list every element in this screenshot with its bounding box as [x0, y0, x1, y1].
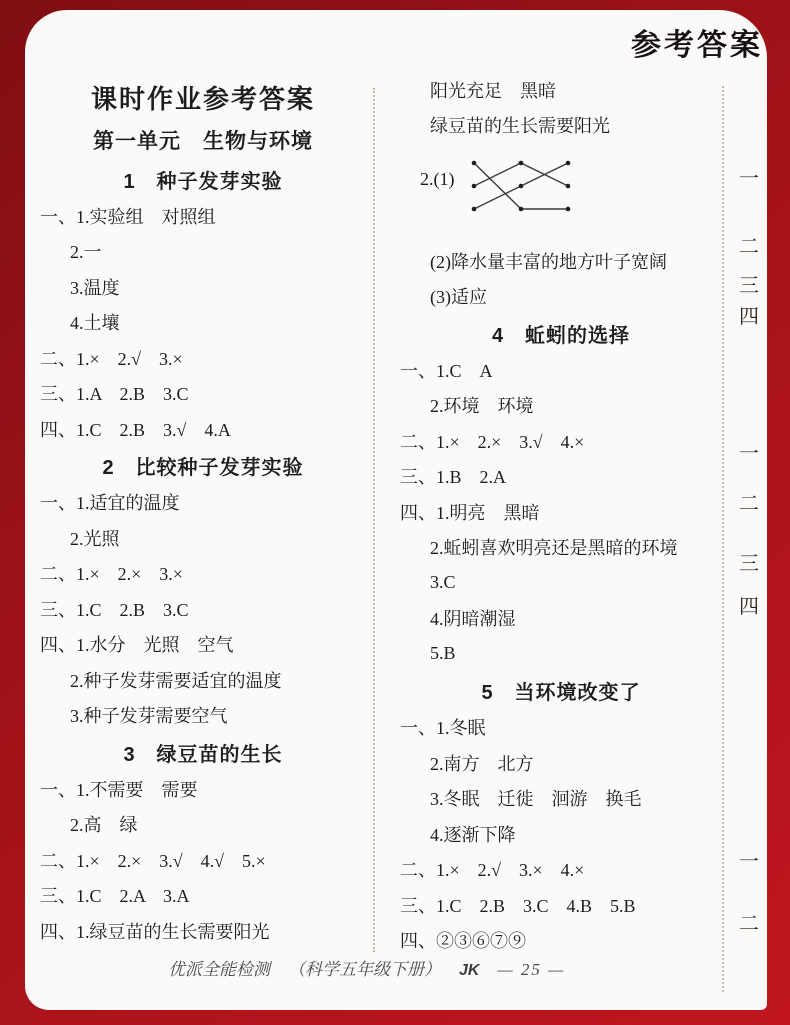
answer-line: 2.高 绿 — [70, 815, 138, 836]
adjacent-column-fragment: 四 — [739, 596, 759, 618]
section-heading: 2 比较种子发芽实验 — [102, 457, 304, 479]
adjacent-column-fragment: 三 — [739, 553, 759, 575]
answer-line: 2.一 — [70, 242, 102, 263]
answer-line: 3.温度 — [70, 277, 120, 298]
answer-line: 一、1.C A — [400, 360, 493, 381]
answer-line: 2.南方 北方 — [430, 753, 534, 774]
adjacent-column-fragment: 二 — [739, 493, 759, 515]
adjacent-column-fragment: 一 — [739, 168, 759, 190]
adjacent-column-fragment: 三 — [739, 275, 759, 297]
column-divider-right — [722, 86, 724, 992]
answer-line: 三、1.C 2.B 3.C — [40, 599, 189, 620]
answer-line: 四、1.水分 光照 空气 — [40, 635, 234, 656]
section-heading: 3 绿豆苗的生长 — [123, 743, 283, 766]
section-heading: 第一单元 生物与环境 — [93, 130, 313, 153]
footer-subject: （科学五年级下册） — [288, 960, 441, 979]
answer-page — [25, 10, 767, 1010]
answer-line: 二、1.× 2.× 3.√ 4.× — [400, 431, 585, 452]
answer-line: 绿豆苗的生长需要阳光 — [430, 116, 610, 137]
adjacent-column-fragment: 四 — [739, 306, 759, 328]
answer-line: 三、1.C 2.B 3.C 4.B 5.B — [400, 895, 636, 916]
answer-line: 二、1.× 2.× 3.× — [40, 564, 183, 585]
page-corner-title: 参考答案 — [631, 29, 763, 62]
answer-line: 2.种子发芽需要适宜的温度 — [70, 670, 282, 691]
answer-line: 2.环境 环境 — [430, 396, 534, 417]
adjacent-column-fragment: 一 — [739, 443, 759, 465]
diagram-label: 2.(1) — [420, 169, 455, 189]
answer-line: 3.种子发芽需要空气 — [70, 706, 228, 727]
answer-line: 一、1.实验组 对照组 — [40, 206, 216, 227]
answer-line: 4.土壤 — [70, 313, 120, 334]
matching-lines-diagram — [464, 155, 580, 219]
answer-line: 二、1.× 2.√ 3.× 4.× — [400, 860, 585, 881]
answer-line: 三、1.A 2.B 3.C — [40, 384, 189, 405]
answer-line: 一、1.适宜的温度 — [40, 493, 180, 514]
answer-line: 3.冬眠 迁徙 洄游 换毛 — [430, 789, 642, 810]
adjacent-column-fragment: 二 — [739, 236, 759, 258]
answer-line: 2.蚯蚓喜欢明亮还是黑暗的环境 — [430, 538, 678, 559]
matching-diagram-row — [400, 143, 722, 243]
answer-line: 四、②③⑥⑦⑨ — [400, 931, 526, 952]
answer-line: 四、1.C 2.B 3.√ 4.A — [40, 419, 231, 440]
answer-line: (3)适应 — [430, 287, 487, 308]
adjacent-column-fragment: 二 — [739, 913, 759, 935]
answer-line: 二、1.× 2.× 3.√ 4.√ 5.× — [40, 850, 266, 871]
section-heading: 5 当环境改变了 — [481, 682, 641, 704]
page-title: 课时作业参考答案 — [90, 83, 315, 114]
section-heading: 1 种子发芽实验 — [123, 170, 283, 193]
adjacent-column-fragment: 一 — [739, 851, 759, 873]
answer-line: (2)降水量丰富的地方叶子宽阔 — [430, 251, 667, 272]
answer-line: 一、1.冬眠 — [400, 718, 486, 739]
footer-page-number: — 25 — — [497, 960, 566, 979]
column-divider-middle — [373, 88, 375, 952]
answer-line: 四、1.绿豆苗的生长需要阳光 — [40, 921, 270, 942]
footer-brand: JK — [459, 962, 480, 979]
answer-line: 二、1.× 2.√ 3.× — [40, 348, 183, 369]
footer-series: 优派全能检测 — [168, 960, 270, 979]
answers-column-left — [40, 10, 366, 949]
answer-line: 5.B — [430, 643, 456, 664]
answers-column-right — [400, 10, 722, 958]
answer-line: 4.阴暗潮湿 — [430, 609, 516, 630]
left-lines-container — [40, 120, 366, 949]
answer-line: 三、1.C 2.A 3.A — [40, 886, 190, 907]
right-lines-container — [400, 72, 722, 958]
answer-line: 4.逐渐下降 — [430, 824, 516, 845]
section-heading: 4 蚯蚓的选择 — [491, 324, 631, 347]
answer-line: 三、1.B 2.A — [400, 467, 507, 488]
answer-line: 阳光充足 黑暗 — [430, 80, 556, 101]
answer-line: 3.C — [430, 572, 456, 593]
page-footer — [168, 955, 565, 980]
answer-line: 四、1.明亮 黑暗 — [400, 502, 540, 523]
answer-line: 一、1.不需要 需要 — [40, 779, 198, 800]
answer-line: 2.光照 — [70, 528, 120, 549]
